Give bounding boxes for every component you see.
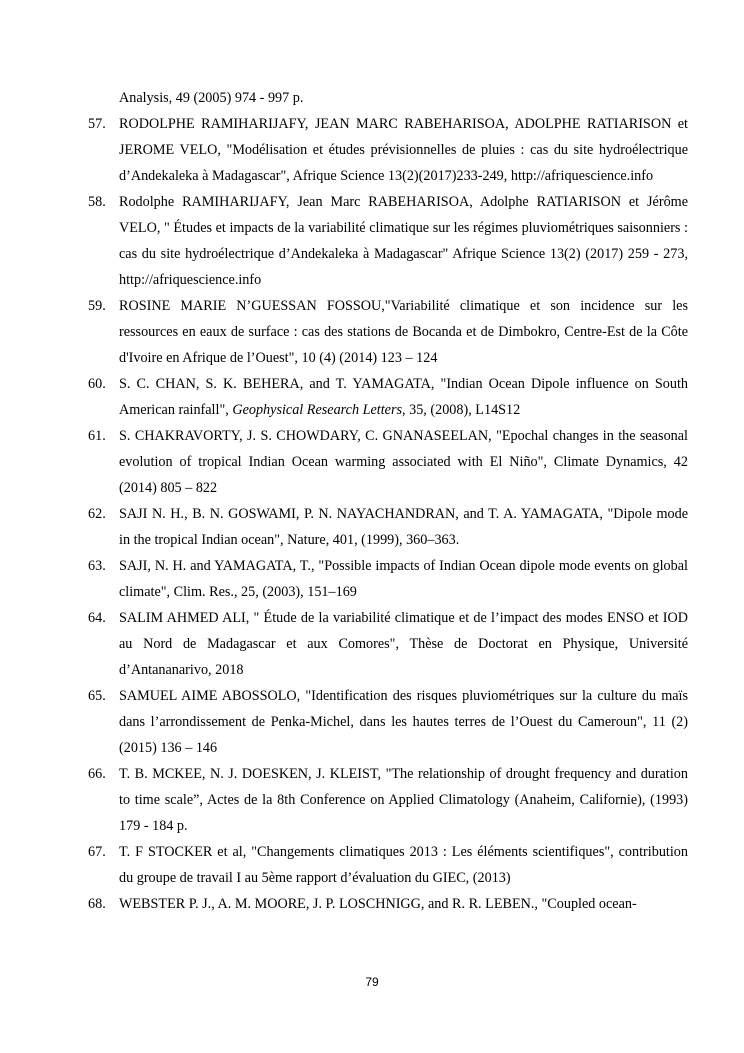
reference-number: 60. (88, 376, 106, 392)
reference-item-59 (88, 293, 688, 371)
reference-text: SAJI, N. H. and YAMAGATA, T., "Possible impacts of Indian Ocean dipole mode events on global climate", Clim. Res., 25, (2003), 151–169 (119, 558, 688, 600)
reference-item-63 (88, 553, 688, 605)
reference-number: 68. (88, 896, 106, 912)
reference-number: 61. (88, 428, 106, 444)
reference-number: 58. (88, 194, 106, 210)
reference-number: 57. (88, 116, 106, 132)
reference-item-65 (88, 683, 688, 761)
reference-item-60 (88, 371, 688, 423)
reference-text (119, 371, 688, 423)
reference-item-68 (88, 891, 688, 917)
reference-text: T. B. MCKEE, N. J. DOESKEN, J. KLEIST, "The relationship of drought frequency and duration to time scale”, Actes de la 8th Conference on Applied Climatology (Anaheim, Californie), (1993) 179 - 184 p. (119, 766, 688, 834)
reference-text: SAMUEL AIME ABOSSOLO, "Identification des risques pluviométriques sur la culture du maïs dans l’arrondissement de Penka-Michel, dans les hautes terres de l’Ouest du Cameroun", 11 (2) (2015) 136 – 146 (119, 688, 688, 756)
page-number: 79 (365, 975, 379, 989)
reference-number: 64. (88, 610, 106, 626)
reference-item-66 (88, 761, 688, 839)
reference-number: 67. (88, 844, 106, 860)
reference-text: SALIM AHMED ALI, " Étude de la variabilité climatique et de l’impact des modes ENSO et IOD au Nord de Madagascar et aux Comores", Thèse de Doctorat en Physique, Université d’Antananarivo, 2018 (119, 610, 688, 678)
reference-text: S. CHAKRAVORTY, J. S. CHOWDARY, C. GNANASEELAN, "Epochal changes in the seasonal evolution of tropical Indian Ocean warming associated with El Niño", Climate Dynamics, 42 (2014) 805 – 822 (119, 428, 688, 496)
reference-item-61 (88, 423, 688, 501)
reference-item-67 (88, 839, 688, 891)
reference-number: 62. (88, 506, 106, 522)
reference-text: ROSINE MARIE N’GUESSAN FOSSOU,"Variabilité climatique et son incidence sur les ressources en eaux de surface : cas des stations de Bocanda et de Dimbokro, Centre-Est de la Côte d'Ivoire en Afrique de l’Ouest", 10 (4) (2014) 123 – 124 (119, 298, 688, 366)
reference-number: 59. (88, 298, 106, 314)
reference-text-part: S. C. CHAN, S. K. BEHERA, and T. YAMAGATA, "Indian Ocean Dipole influence on South American rainfall", (119, 376, 688, 418)
reference-text: Rodolphe RAMIHARIJAFY, Jean Marc RABEHARISOA, Adolphe RATIARISON et Jérôme VELO, " Études et impacts de la variabilité climatique sur les régimes pluviométriques saisonniers : cas du site hydroélectrique d’Andekaleka à Madagascar" Afrique Science 13(2) (2017) 259 - 273, http://afriquescience.info (119, 194, 688, 288)
journal-title: Geophysical Research Letters (232, 402, 403, 418)
reference-text-part: , 35, (2008), L14S12 (402, 402, 521, 418)
reference-item-62 (88, 501, 688, 553)
reference-text: T. F STOCKER et al, "Changements climatiques 2013 : Les éléments scientifiques", contribution du groupe de travail I au 5ème rapport d’évaluation du GIEC, (2013) (119, 844, 688, 886)
reference-continuation: Analysis, 49 (2005) 974 - 997 p. (119, 90, 304, 106)
reference-number: 66. (88, 766, 106, 782)
reference-number: 65. (88, 688, 106, 704)
reference-item-57 (88, 111, 688, 189)
reference-item-64 (88, 605, 688, 683)
reference-list (88, 85, 688, 917)
reference-number: 63. (88, 558, 106, 574)
reference-text: SAJI N. H., B. N. GOSWAMI, P. N. NAYACHANDRAN, and T. A. YAMAGATA, "Dipole mode in the tropical Indian ocean", Nature, 401, (1999), 360–363. (119, 506, 688, 548)
reference-text: WEBSTER P. J., A. M. MOORE, J. P. LOSCHNIGG, and R. R. LEBEN., "Coupled ocean- (119, 896, 637, 912)
reference-text: RODOLPHE RAMIHARIJAFY, JEAN MARC RABEHARISOA, ADOLPHE RATIARISON et JEROME VELO, "Modélisation et études prévisionnelles de pluies : cas du site hydroélectrique d’Andekaleka à Madagascar", Afrique Science 13(2)(2017)233-249, http://afriquescience.info (119, 116, 688, 184)
reference-item-58 (88, 189, 688, 293)
